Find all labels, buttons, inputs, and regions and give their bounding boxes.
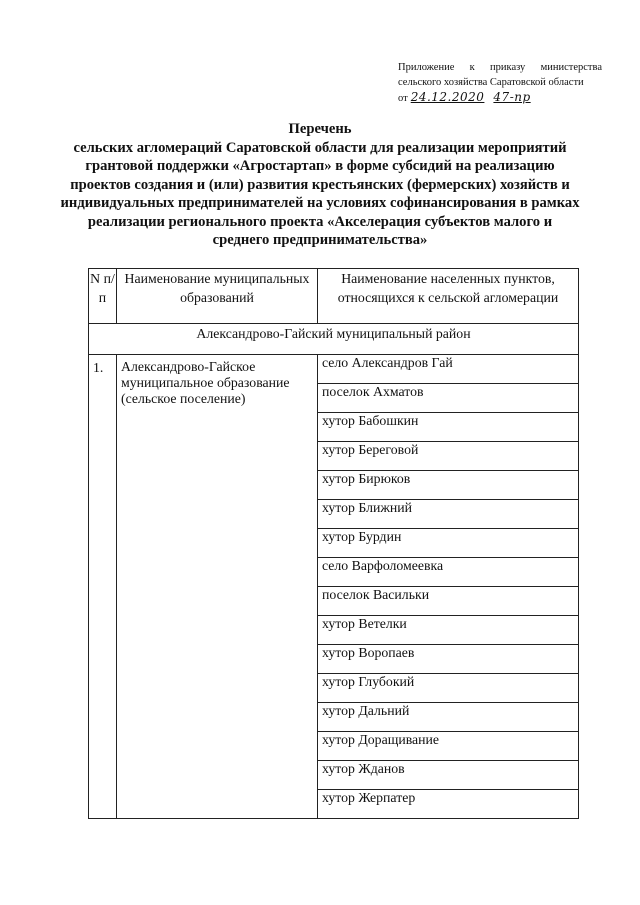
settlement-name: хутор Бирюков [318, 471, 579, 500]
settlement-rows [89, 355, 579, 819]
settlement-name: хутор Жерпатер [318, 790, 579, 819]
settlement-name: хутор Глубокий [318, 674, 579, 703]
appendix-block [398, 60, 602, 106]
settlement-name: хутор Доращивание [318, 732, 579, 761]
settlement-name: село Варфоломеевка [318, 558, 579, 587]
title-heading: Перечень [288, 121, 352, 137]
header-num: N п/ п [89, 269, 117, 324]
title-body: сельских агломераций Саратовской области для реализации мероприятий грантовой поддержки «Агростартап» в форме субсидий на реализацию проектов создания и (или) развития крестьянских (фермерских) хозяйств и индивидуальных предпринимателей на условиях софинансирования в рамках реализации регионального проекта «Акселерация субъектов малого и среднего предпринимательства» [60, 139, 580, 248]
row-number: 1. [89, 355, 117, 819]
date-prefix: от [398, 93, 408, 104]
appendix-line-1: Приложение к приказу министерства [398, 62, 602, 73]
settlement-name: хутор Бабошкин [318, 413, 579, 442]
settlement-name: поселок Васильки [318, 587, 579, 616]
header-municipality: Наименование муниципальных образований [117, 269, 318, 324]
settlement-name: хутор Береговой [318, 442, 579, 471]
district-row [89, 324, 579, 355]
handwritten-date: 24.12.2020 [410, 90, 485, 104]
settlement-name: хутор Жданов [318, 761, 579, 790]
table-header-row [89, 269, 579, 324]
settlement-name: поселок Ахматов [318, 384, 579, 413]
document-title [60, 120, 580, 250]
municipality-name: Александрово-Гайское муниципальное образование (сельское поселение) [117, 355, 318, 819]
settlement-name: хутор Бурдин [318, 529, 579, 558]
header-settlements: Наименование населенных пунктов, относящихся к сельской агломерации [318, 269, 579, 324]
settlement-name: хутор Дальний [318, 703, 579, 732]
table-row [89, 355, 579, 384]
agglomeration-table [88, 268, 579, 819]
handwritten-order-number: 47-пр [493, 90, 531, 104]
settlement-name: хутор Ветелки [318, 616, 579, 645]
settlement-name: хутор Воропаев [318, 645, 579, 674]
settlement-name: село Александров Гай [318, 355, 579, 384]
settlement-name: хутор Ближний [318, 500, 579, 529]
appendix-line-2: сельского хозяйства Саратовской области [398, 77, 584, 88]
appendix-date-line [398, 90, 602, 106]
district-name: Александрово-Гайский муниципальный район [89, 324, 579, 355]
